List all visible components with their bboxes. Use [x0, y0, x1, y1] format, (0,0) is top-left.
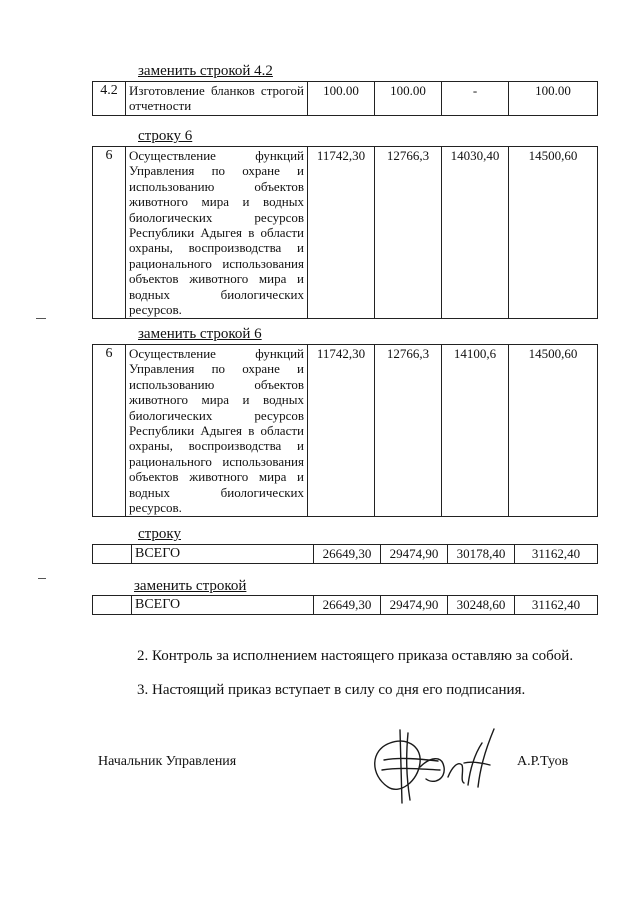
- cell-value: 100.00: [308, 82, 375, 116]
- cell-value: 26649,30: [314, 596, 381, 615]
- table-row-6-new: [92, 344, 598, 517]
- cell-value: 100.00: [375, 82, 442, 116]
- cell-value: 12766,3: [375, 345, 442, 517]
- handwritten-signature: [360, 715, 510, 815]
- cell-value: 14100,6: [442, 345, 509, 517]
- cell-value: 100.00: [509, 82, 598, 116]
- cell-value: 12766,3: [375, 147, 442, 319]
- cell-value: -: [442, 82, 509, 116]
- section-heading: строку 6: [138, 128, 193, 144]
- cell-value: 31162,40: [515, 545, 598, 564]
- cell-value: 14030,40: [442, 147, 509, 319]
- table-row-total-old: [92, 544, 598, 564]
- row-number: 6: [93, 147, 126, 319]
- paragraph-control: 2. Контроль за исполнением настоящего приказа оставляю за собой.: [137, 648, 574, 664]
- cell-value: 11742,30: [308, 147, 375, 319]
- table-row-6-old: [92, 146, 598, 319]
- scan-mark: [38, 578, 46, 579]
- row-number: 4.2: [93, 82, 126, 116]
- table-row-4-2: [92, 81, 598, 116]
- empty-cell: [93, 596, 132, 615]
- empty-cell: [93, 545, 132, 564]
- cell-value: 14500,60: [509, 345, 598, 517]
- row-description: Изготовление бланков строгой отчетности: [126, 82, 308, 116]
- cell-value: 26649,30: [314, 545, 381, 564]
- cell-value: 31162,40: [515, 596, 598, 615]
- section-heading: строку: [138, 526, 181, 542]
- cell-value: 11742,30: [308, 345, 375, 517]
- cell-value: 30178,40: [448, 545, 515, 564]
- section-heading: заменить строкой 6: [138, 326, 262, 342]
- total-label: ВСЕГО: [132, 545, 314, 564]
- signatory-name: А.Р.Туов: [517, 754, 569, 769]
- row-number: 6: [93, 345, 126, 517]
- cell-value: 14500,60: [509, 147, 598, 319]
- signatory-position: Начальник Управления: [98, 754, 237, 769]
- scan-mark: [36, 318, 46, 319]
- cell-value: 30248,60: [448, 596, 515, 615]
- row-description: Осуществление функций Управления по охране и использованию объектов животного мира и водных биологических ресурсов Республики Адыгея в области охраны, воспроизводства и рационального использования объектов животного мира и водных биологических ресурсов.: [126, 345, 308, 517]
- cell-value: 29474,90: [381, 545, 448, 564]
- paragraph-effect: 3. Настоящий приказ вступает в силу со дня его подписания.: [137, 682, 526, 698]
- row-description: Осуществление функций Управления по охране и использованию объектов животного мира и водных биологических ресурсов Республики Адыгея в области охраны, воспроизводства и рационального использования объектов животного мира и водных биологических ресурсов.: [126, 147, 308, 319]
- cell-value: 29474,90: [381, 596, 448, 615]
- table-row-total-new: [92, 595, 598, 615]
- section-heading: заменить строкой 4.2: [138, 63, 273, 79]
- section-heading: заменить строкой: [134, 578, 247, 594]
- total-label: ВСЕГО: [132, 596, 314, 615]
